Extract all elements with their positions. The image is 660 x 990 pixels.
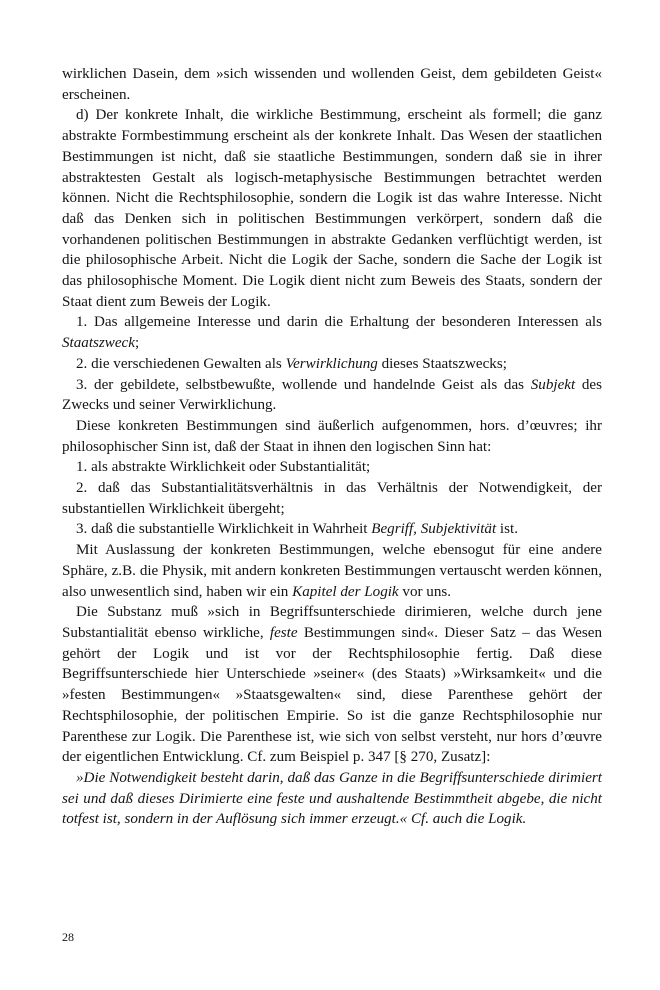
text-run: d) Der konkrete Inhalt, die wirkliche Bestimmung, erscheint als formell; die ganz abstrakte Formbestimmung erscheint als der konkrete Inhalt. Das Wesen der staatlichen Bestimmungen ist nicht, daß sie staatliche Bestimmungen, sondern daß sie in ihrer abstraktesten Gestalt als logisch-metaphysische Bestimmungen betrachtet werden können. Nicht die Rechtsphilosophie, sondern die Logik ist das wahre Interesse. Nicht daß das Denken sich in politischen Bestimmungen verkörpert, sondern daß die vorhandenen politischen Bestimmungen in abstrakte Gedanken verflüchtigt werden, ist die philosophische Arbeit. Nicht die Logik der Sache, sondern die Sache der Logik ist das philosophische Moment. Die Logik dient nicht zum Beweis des Staats, sondern der Staat dient zum Beweis der Logik.	[62, 107, 602, 310]
text-run: 1. als abstrakte Wirklichkeit oder Substantialität;	[76, 459, 371, 476]
page-body	[62, 64, 602, 830]
text-run: »Die Notwendigkeit besteht darin, daß das Ganze in die Begriffsunterschiede dirimiert sei und daß dieses Dirimierte eine feste und aushaltende Bestimmtheit abgebe, die nicht totfest ist, sondern in der Auflösung sich immer erzeugt.« Cf. auch die Logik.	[62, 769, 602, 828]
paragraph	[62, 540, 602, 602]
text-run: 3. daß die substantielle Wirklichkeit in Wahrheit	[76, 521, 372, 538]
emphasized-text: Subjekt	[530, 376, 576, 393]
page-number: 28	[62, 930, 74, 944]
block-quote	[62, 768, 602, 830]
paragraph	[62, 64, 602, 105]
emphasized-text: Verwirklichung	[285, 355, 378, 372]
emphasized-text: Begriff, Subjektivität	[371, 521, 497, 538]
paragraph	[62, 519, 602, 540]
paragraph	[62, 312, 602, 353]
paragraph	[62, 416, 602, 457]
paragraph	[62, 602, 602, 768]
text-run: Mit Auslassung der konkreten Bestimmungen, welche ebensogut für eine andere Sphäre, z.B. die Physik, mit andern konkreten Bestimmungen vertauscht werden können, also unwesentlich sind, haben wir ein	[62, 542, 602, 600]
text-run: ist.	[496, 521, 518, 538]
text-run: dieses Staatszwecks;	[377, 355, 507, 372]
text-run: wirklichen Dasein, dem »sich wissenden und wollenden Geist, dem gebildeten Geist« erscheinen.	[62, 66, 602, 103]
paragraph	[62, 457, 602, 478]
text-run: 2. daß das Substantialitätsverhältnis in das Verhältnis der Notwendigkeit, der substantiellen Wirklichkeit übergeht;	[62, 480, 602, 517]
emphasized-text: Staatszweck	[62, 335, 135, 352]
text-run: Bestimmungen sind«. Dieser Satz – das Wesen gehört der Logik und ist vor der Rechtsphilosophie fertig. Daß diese Begriffsunterschiede hier Unterschiede »seiner« (des Staats) »Wirksamkeit« und die »festen Bestimmungen« »Staatsgewalten« sind, diese Parenthese gehört der Rechtsphilosophie, der politischen Empirie. So ist die ganze Rechtsphilosophie nur Parenthese zur Logik. Die Parenthese ist, wie sich von selbst versteht, nur hors d’œuvre der eigentlichen Entwicklung. Cf. zum Beispiel p. 347 [§ 270, Zusatz]:	[62, 624, 603, 766]
text-run: 2. die verschiedenen Gewalten als	[76, 355, 286, 372]
text-run: Diese konkreten Bestimmungen sind äußerlich aufgenommen, hors. d’œuvres; ihr philosophischer Sinn ist, daß der Staat in ihnen den logischen Sinn hat:	[62, 417, 602, 455]
paragraph	[62, 354, 602, 375]
emphasized-text: feste	[269, 624, 298, 641]
emphasized-text: Kapitel der Logik	[292, 583, 399, 600]
text-run: Die Substanz muß »sich in Begriffsunterschiede dirimieren, welche durch jene Substantialität ebenso wirkliche,	[62, 604, 602, 641]
text-run: 3. der gebildete, selbstbewußte, wollende und handelnde Geist als das	[76, 376, 531, 393]
paragraph	[62, 105, 602, 312]
paragraph	[62, 478, 602, 519]
text-run: 1. Das allgemeine Interesse und darin die Erhaltung der besonderen Interessen als	[76, 314, 602, 331]
text-run: vor uns.	[398, 583, 452, 600]
text-run: ;	[134, 335, 140, 352]
text-run: des Zwecks und seiner Verwirklichung.	[62, 376, 602, 414]
paragraph	[62, 375, 602, 416]
